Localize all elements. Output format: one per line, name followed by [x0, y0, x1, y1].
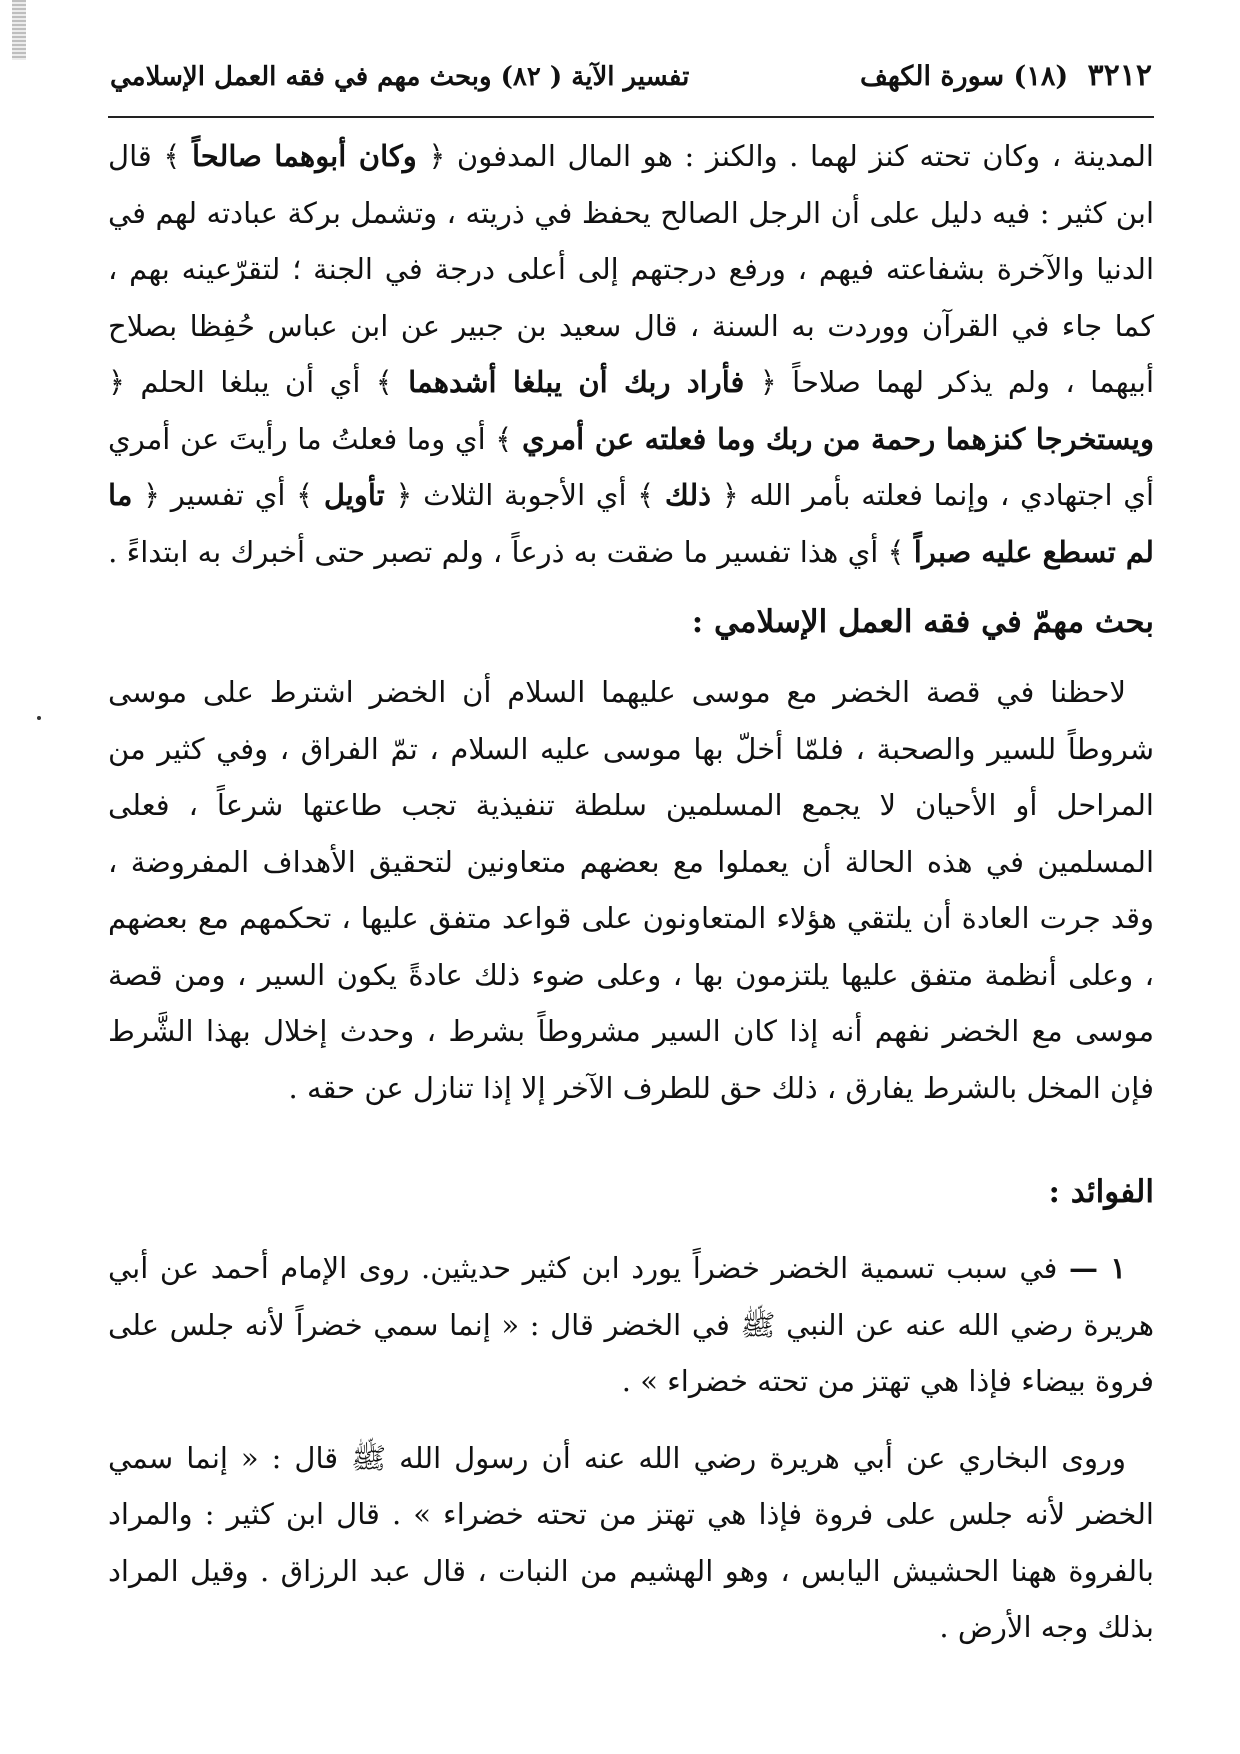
section-paragraph: لاحظنا في قصة الخضر مع موسى عليهما السلام أن الخضر اشترط على موسى شروطاً للسير والصحبة ، فلمّا أخلّ بها موسى عليه السلام ، تمّ الفراق ، وفي كثير من المراحل أو الأحيان لا يجمع المسلمين سلطة تنفيذية تجب طاعتها شرعاً ، فعلى المسلمين في هذه الحالة أن يعملوا مع بعضهم متعاونين لتحقيق الأهداف المفروضة ، وقد جرت العادة أن يلتقي هؤلاء المتعاونون على قواعد متفق عليها ، تحكمهم مع بعضهم ، وعلى أنظمة متفق عليها يلتزمون بها ، وعلى ضوء ذلك عادةً يكون السير ، ومن قصة موسى مع الخضر نفهم أنه إذا كان السير مشروطاً بشرط ، وحدث إخلال بهذا الشَّرط فإن المخل بالشرط يفارق ، ذلك حق للطرف الآخر إلا إذا تنازل عن حقه . — [108, 675, 1154, 1105]
margin-dot — [37, 716, 41, 720]
benefit-paragraph-2: وروى البخاري عن أبي هريرة رضي الله عنه أن رسول الله ﷺ قال : « إنما سمي الخضر لأنه جلس على فروة فإذا هي تهتز من تحته خضراء » . قال ابن كثير : والمراد بالفروة ههنا الحشيش اليابس ، وهو الهشيم من النبات ، قال عبد الرزاق . وقيل المراد بذلك وجه الأرض . — [108, 1440, 1154, 1644]
scan-edge-mark — [12, 0, 26, 60]
tafsir-paragraph — [108, 128, 1154, 580]
text-run: ﴾ أي أن يبلغا الحلم ﴿ — [108, 365, 409, 399]
benefit-number: ١ — — [1068, 1251, 1126, 1285]
benefits-heading: الفوائد : — [1048, 1174, 1154, 1210]
header-page-and-surah — [860, 58, 1152, 93]
quran-quote: ما لم تسطع عليه صبراً — [108, 478, 1154, 569]
quran-quote: تأويل — [323, 478, 385, 512]
book-page — [108, 58, 1154, 1656]
quran-quote: ذلك — [664, 478, 712, 512]
surah-name: (١٨) سورة الكهف — [859, 61, 1069, 92]
text-run: ﴾ أي تفسير ﴿ — [132, 478, 324, 512]
quran-quote: فأراد ربك أن يبلغا أشدهما — [408, 365, 745, 399]
section-heading: بحث مهمّ في فقه العمل الإسلامي : — [691, 604, 1154, 640]
text-run: ﴾ أي الأجوبة الثلاث ﴿ — [384, 478, 665, 512]
text-run: المدينة ، وكان تحته كنز لهما . والكنز : هو المال المدفون ﴿ — [416, 139, 1154, 173]
quran-quote: وكان أبوهما صالحاً — [191, 139, 417, 173]
page-number: ٣٢١٢ — [1087, 58, 1152, 93]
text-run: ﴾ أي وما فعلتُ ما رأيتَ عن أمري أي اجتهادي ، وإنما فعلته بأمر الله ﴿ — [108, 421, 1155, 512]
benefit-paragraph-1 — [108, 1240, 1154, 1410]
text-run: ﴾ قال ابن كثير : فيه دليل على أن الرجل الصالح يحفظ في ذريته ، وتشمل بركة عبادته لهم في الدنيا والآخرة بشفاعته فيهم ، ورفع درجتهم إلى أعلى درجة في الجنة ؛ لتقرّعينه بهم ، كما جاء في القرآن ووردت به السنة ، قال سعيد بن جبير عن ابن عباس حُفِظا بصلاح أبيهما ، ولم يذكر لهما صلاحاً ﴿ — [108, 139, 1154, 399]
benefit-text: في سبب تسمية الخضر خضراً يورد ابن كثير حديثين. روى الإمام أحمد عن أبي هريرة رضي الله عنه عن النبي ﷺ في الخضر قال : « إنما سمي خضراً لأنه جلس على فروة بيضاء فإذا هي تهتز من تحته خضراء » . — [108, 1251, 1154, 1398]
quran-quote: ويستخرجا كنزهما رحمة من ربك وما فعلته عن أمري — [521, 421, 1154, 456]
header-title: تفسير الآية ( ٨٢) وبحث مهم في فقه العمل الإسلامي — [110, 62, 690, 92]
running-header — [108, 58, 1154, 118]
text-run: ﴾ أي هذا تفسير ما ضقت به ذرعاً ، ولم تصبر حتى أخبرك به ابتداءً . — [108, 534, 914, 569]
